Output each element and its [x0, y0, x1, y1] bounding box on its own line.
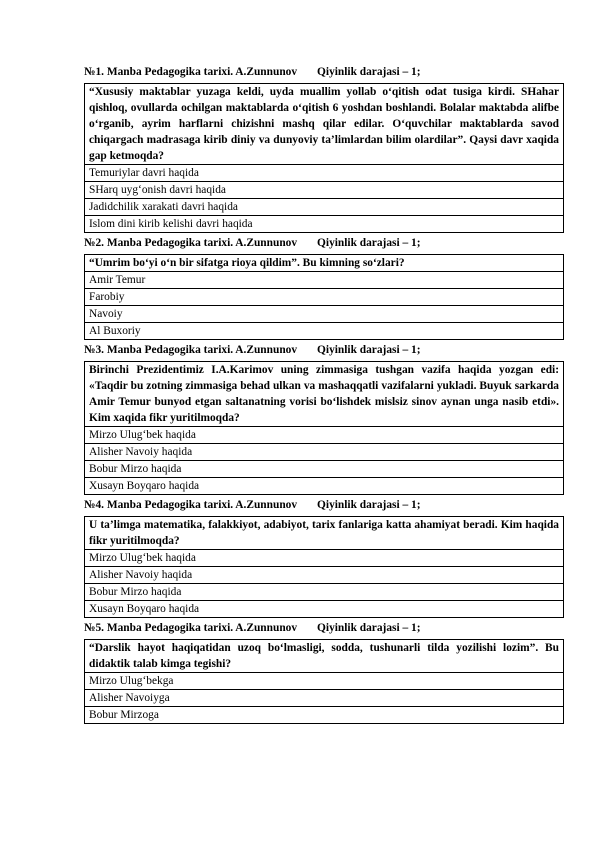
difficulty-level: Qiyinlik darajasi – 1;	[317, 66, 421, 78]
question-table	[84, 516, 564, 618]
answer-option[interactable]: Navoiy	[85, 306, 564, 323]
answer-option[interactable]: Amir Temur	[85, 272, 564, 289]
question-table	[84, 83, 564, 233]
question-heading	[84, 620, 564, 639]
answer-option[interactable]: Temuriylar davri haqida	[85, 165, 564, 182]
question-source: №2. Manba Pedagogika tarixi. A.Zunnunov	[84, 237, 298, 249]
difficulty-level: Qiyinlik darajasi – 1;	[317, 237, 421, 249]
answer-option[interactable]: Xusayn Boyqaro haqida	[85, 478, 564, 495]
answer-option[interactable]: Alisher Navoiyga	[85, 690, 564, 707]
answer-option[interactable]: Islom dini kirib kelishi davri haqida	[85, 216, 564, 233]
answer-option[interactable]: Alisher Navoiy haqida	[85, 567, 564, 584]
question-source: №5. Manba Pedagogika tarixi. A.Zunnunov	[84, 622, 298, 634]
difficulty-level: Qiyinlik darajasi – 1;	[317, 499, 421, 511]
question-heading	[84, 64, 564, 83]
question-table	[84, 639, 564, 724]
answer-option[interactable]: Bobur Mirzoga	[85, 707, 564, 724]
answer-option[interactable]: Jadidchilik xarakati davri haqida	[85, 199, 564, 216]
question-table	[84, 254, 564, 340]
answer-option[interactable]: Bobur Mirzo haqida	[85, 461, 564, 478]
document-page	[84, 64, 564, 726]
question-source: №1. Manba Pedagogika tarixi. A.Zunnunov	[84, 66, 298, 78]
answer-option[interactable]: SHarq uyg‘onish davri haqida	[85, 182, 564, 199]
question-heading	[84, 497, 564, 516]
answer-option[interactable]: Farobiy	[85, 289, 564, 306]
question-stem: “Xususiy maktablar yuzaga keldi, uyda muallim yollab o‘qitish odat tusiga kirdi. SHahar qishloq, ovullarda ochilgan maktablarda o‘qitish 6 yoshdan boshlandi. Bolalar maktabda alifbe o‘rganib, ayrim harflarni chizishni mashq qilar edilar. O‘quvchilar maktablarda savod chiqargach madrasaga kirib diniy va dunyoviy ta’limlardan bilim olardilar”. Qaysi davr xaqida gap ketmoqda?	[85, 84, 564, 165]
question-table	[84, 361, 564, 495]
difficulty-level: Qiyinlik darajasi – 1;	[317, 622, 421, 634]
question-heading	[84, 342, 564, 361]
difficulty-level: Qiyinlik darajasi – 1;	[317, 344, 421, 356]
question-stem: “Darslik hayot haqiqatidan uzoq bo‘lmasligi, sodda, tushunarli tilda yozilishi lozim”. Bu didaktik talab kimga tegishi?	[85, 640, 564, 673]
question-stem: Birinchi Prezidentimiz I.A.Karimov uning zimmasiga tushgan vazifa haqida yozgan edi: «Taqdir bu zotning zimmasiga behad ulkan va mashaqqatli vazifalarni yukladi. Buyuk sarkarda Amir Temur bunyod etgan saltanatning vorisi bo‘lishdek mislsiz sinov aynan unga nasib etdi». Kim xaqida fikr yuritilmoqda?	[85, 362, 564, 427]
question-heading	[84, 235, 564, 254]
answer-option[interactable]: Bobur Mirzo haqida	[85, 584, 564, 601]
question-stem: U ta’limga matematika, falakkiyot, adabiyot, tarix fanlariga katta ahamiyat beradi. Kim haqida fikr yuritilmoqda?	[85, 517, 564, 550]
answer-option[interactable]: Al Buxoriy	[85, 323, 564, 340]
answer-option[interactable]: Mirzo Ulug‘bekga	[85, 673, 564, 690]
answer-option[interactable]: Mirzo Ulug‘bek haqida	[85, 427, 564, 444]
answer-option[interactable]: Xusayn Boyqaro haqida	[85, 601, 564, 618]
question-source: №3. Manba Pedagogika tarixi. A.Zunnunov	[84, 344, 298, 356]
answer-option[interactable]: Mirzo Ulug‘bek haqida	[85, 550, 564, 567]
answer-option[interactable]: Alisher Navoiy haqida	[85, 444, 564, 461]
question-source: №4. Manba Pedagogika tarixi. A.Zunnunov	[84, 499, 298, 511]
question-stem: “Umrim bo‘yi o‘n bir sifatga rioya qildim”. Bu kimning so‘zlari?	[85, 255, 564, 272]
